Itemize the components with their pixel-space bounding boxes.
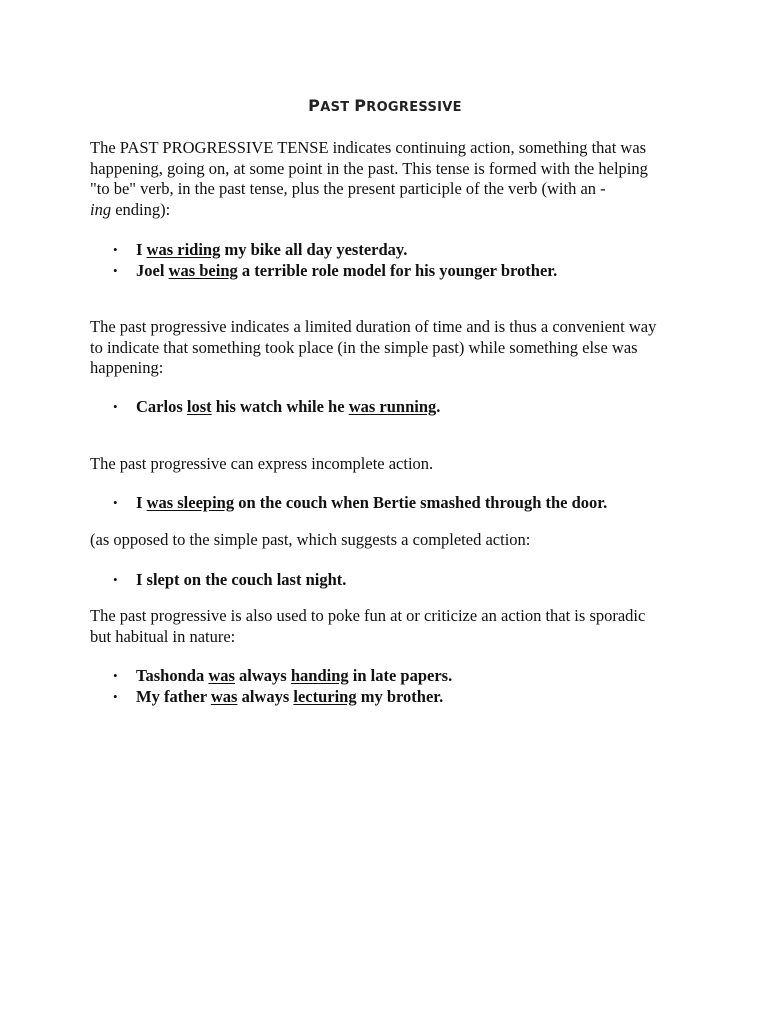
para2-line-3: happening: bbox=[90, 358, 164, 377]
para5-line-2: but habitual in nature: bbox=[90, 626, 236, 646]
para5-line-1: The past progressive is also used to poke fun at or criticize an action that is sporadic bbox=[90, 606, 646, 625]
intro-line-2: happening, going on, at some point in the past. This tense is formed with the helping bbox=[90, 158, 648, 178]
example-text: always bbox=[237, 687, 294, 706]
title-rest-1: AST bbox=[320, 100, 355, 115]
duration-paragraph bbox=[90, 317, 680, 379]
underlined-verb: was bbox=[210, 687, 238, 706]
intro-line-3: "to be" verb, in the past tense, plus the present participle of the verb (with an - bbox=[90, 179, 606, 198]
example-list-3 bbox=[90, 492, 680, 513]
list-item bbox=[90, 239, 680, 260]
example-text: Carlos bbox=[136, 397, 187, 416]
example-text: Tashonda bbox=[136, 666, 209, 685]
example-text: always bbox=[234, 666, 291, 685]
title-initial-2: P bbox=[354, 96, 367, 115]
list-item bbox=[90, 396, 680, 417]
underlined-verb: lost bbox=[186, 397, 212, 416]
example-text: I bbox=[136, 240, 147, 259]
para2-line-1: The past progressive indicates a limited duration of time and is thus a convenient way bbox=[90, 317, 657, 336]
example-text: My father bbox=[136, 687, 211, 706]
list-item bbox=[90, 665, 680, 686]
intro-line-4-italic: ing bbox=[90, 199, 112, 219]
underlined-verb: lecturing bbox=[293, 687, 357, 706]
habitual-paragraph bbox=[90, 606, 680, 647]
example-list-4 bbox=[90, 569, 680, 590]
incomplete-paragraph: The past progressive can express incomplete action. bbox=[90, 454, 434, 473]
example-text: in late papers. bbox=[348, 666, 453, 685]
title-rest-2: ROGRESSIVE bbox=[366, 100, 462, 115]
title-initial-1: P bbox=[308, 96, 321, 115]
list-item bbox=[90, 686, 680, 707]
example-list-1 bbox=[90, 239, 680, 281]
page-title bbox=[90, 96, 680, 115]
example-text: a terrible role model for his younger brother. bbox=[237, 261, 558, 280]
example-text: . bbox=[436, 397, 441, 416]
opposed-paragraph: (as opposed to the simple past, which suggests a completed action: bbox=[90, 530, 531, 549]
example-text: my bike all day yesterday. bbox=[220, 240, 408, 259]
underlined-verb: was bbox=[208, 666, 235, 685]
intro-paragraph bbox=[90, 138, 680, 220]
example-text: my brother. bbox=[356, 687, 444, 706]
list-item bbox=[90, 260, 680, 281]
intro-line-1: The PAST PROGRESSIVE TENSE indicates continuing action, something that was bbox=[90, 138, 647, 157]
underlined-verb: handing bbox=[290, 666, 349, 685]
list-item: • I slept on the couch last night. bbox=[90, 569, 680, 590]
list-item bbox=[90, 492, 680, 513]
underlined-verb: was sleeping bbox=[146, 493, 235, 512]
underlined-verb: was riding bbox=[146, 240, 221, 259]
intro-line-4-rest: ending): bbox=[111, 199, 171, 219]
para2-line-2: to indicate that something took place (in the simple past) while something else was bbox=[90, 337, 638, 357]
underlined-verb: was being bbox=[168, 261, 238, 280]
example-text: I bbox=[136, 493, 147, 512]
example-text: on the couch when Bertie smashed through the door. bbox=[234, 493, 608, 512]
underlined-verb: was running bbox=[348, 397, 437, 416]
example-text: Joel bbox=[136, 261, 169, 280]
example-list-5 bbox=[90, 665, 680, 707]
example-list-2 bbox=[90, 396, 680, 417]
example-text: his watch while he bbox=[211, 397, 349, 416]
